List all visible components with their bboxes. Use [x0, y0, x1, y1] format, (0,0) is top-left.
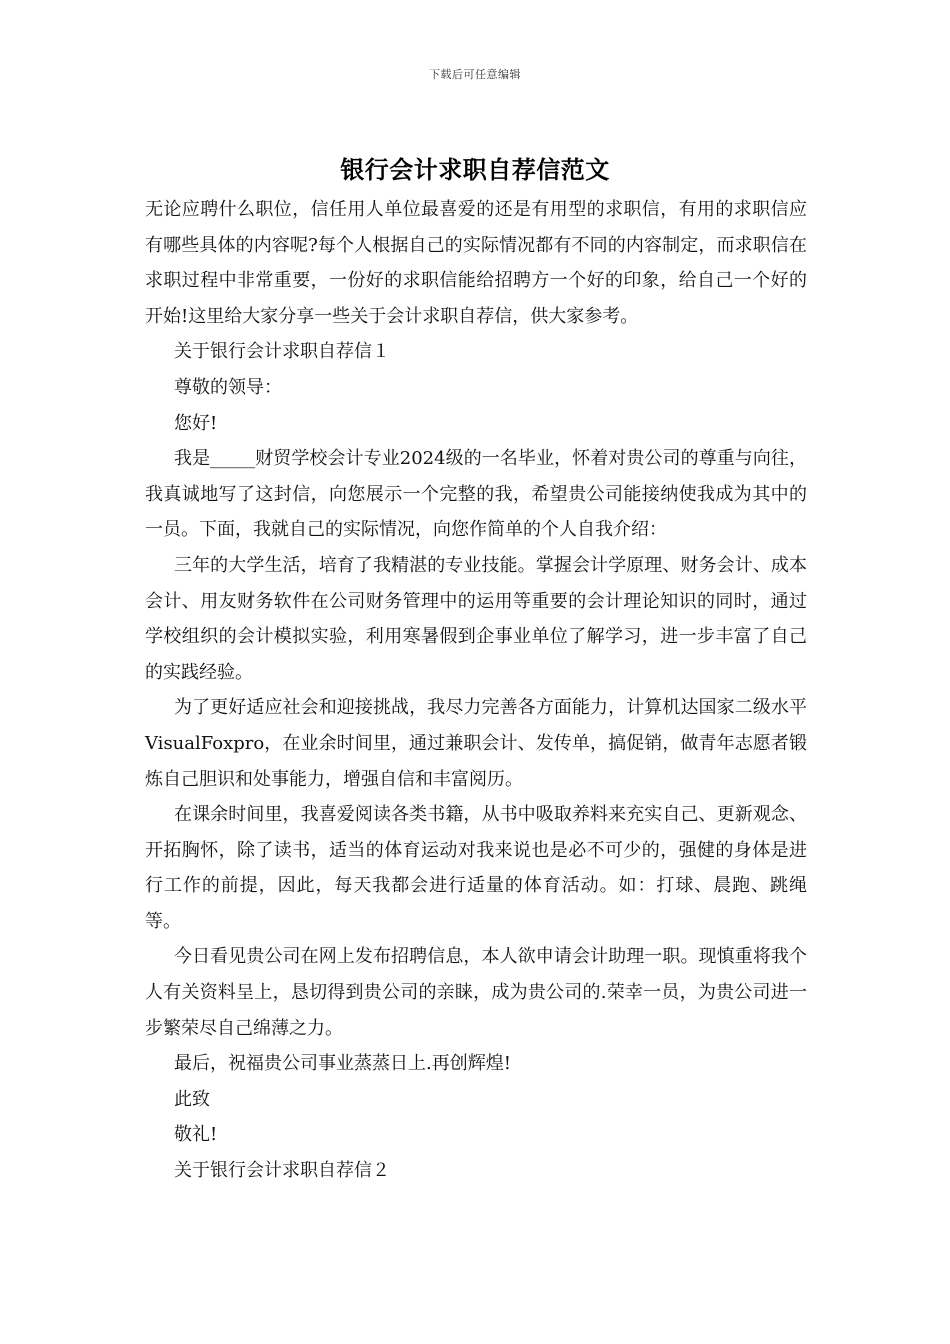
document-body — [145, 192, 807, 1189]
body-paragraph: 在课余时间里，我喜爱阅读各类书籍，从书中吸取养料来充实自己、更新观念、开拓胸怀，除了读书，适当的体育运动对我来说也是必不可少的，强健的身体是进行工作的前提，因此，每天我都会进行适量的体育活动。如：打球、晨跑、跳绳等。 — [145, 804, 807, 932]
closing-salute: 敬礼! — [174, 1124, 218, 1146]
salutation: 尊敬的领导： — [174, 376, 282, 398]
body-paragraph: 今日看见贵公司在网上发布招聘信息，本人欲申请会计助理一职。现慎重将我个人有关资料呈上，恳切得到贵公司的亲睐，成为贵公司的.荣幸一员，为贵公司进一步繁荣尽自己绵薄之力。 — [145, 946, 807, 1039]
body-paragraph: 为了更好适应社会和迎接挑战，我尽力完善各方面能力，计算机达国家二级水平VisualFoxpro，在业余时间里，通过兼职会计、发传单，搞促销，做青年志愿者锻炼自己胆识和处事能力，增强自信和丰富阅历。 — [145, 697, 807, 790]
intro-paragraph: 无论应聘什么职位，信任用人单位最喜爱的还是有用型的求职信，有用的求职信应有哪些具体的内容呢?每个人根据自己的实际情况都有不同的内容制定，而求职信在求职过程中非常重要，一份好的求职信能给招聘方一个好的印象，给自己一个好的开始!这里给大家分享一些关于会计求职自荐信，供大家参考。 — [145, 199, 807, 327]
document-title: 银行会计求职自荐信范文 — [340, 155, 610, 184]
body-paragraph: 三年的大学生活，培育了我精湛的专业技能。掌握会计学原理、财务会计、成本会计、用友财务软件在公司财务管理中的运用等重要的会计理论知识的同时，通过学校组织的会计模拟实验，利用寒暑假到企事业单位了解学习，进一步丰富了自己的实践经验。 — [145, 554, 807, 683]
greeting: 您好! — [174, 412, 218, 434]
letter-heading-2: 关于银行会计求职自荐信２ — [174, 1160, 390, 1182]
closing-phrase: 此致 — [174, 1088, 210, 1110]
letter-heading-1: 关于银行会计求职自荐信１ — [174, 341, 390, 363]
closing-wish: 最后，祝福贵公司事业蒸蒸日上.再创辉煌! — [174, 1053, 511, 1075]
body-paragraph: 我是_____财贸学校会计专业2024级的一名毕业，怀着对贵公司的尊重与向往，我真诚地写了这封信，向您展示一个完整的我，希望贵公司能接纳使我成为其中的一员。下面，我就自己的实际情况，向您作简单的个人自我介绍： — [145, 448, 807, 541]
header-note: 下载后可任意编辑 — [429, 68, 521, 81]
